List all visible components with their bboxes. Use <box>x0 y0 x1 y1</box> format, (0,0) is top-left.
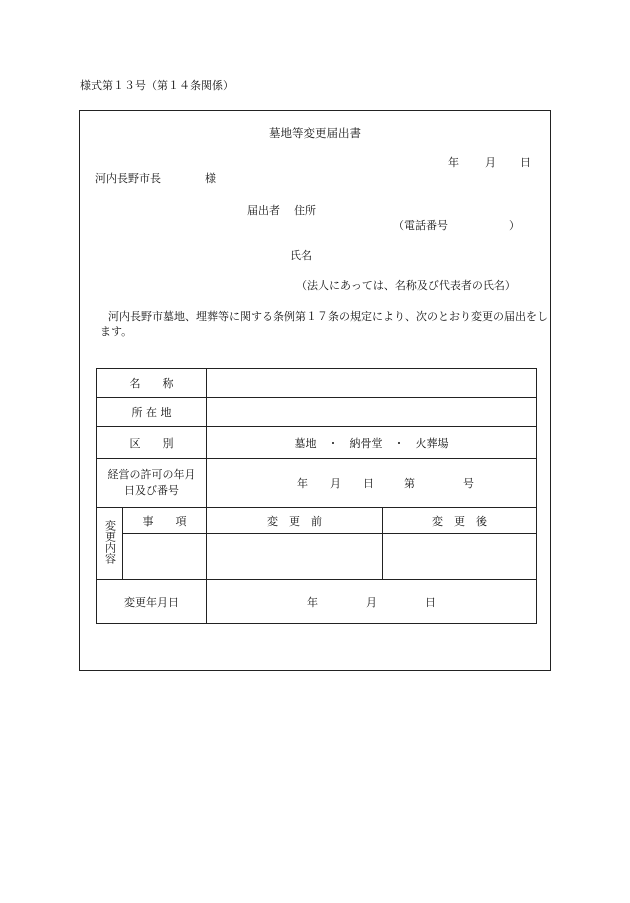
table-row <box>97 398 537 427</box>
permit-value-cell: 年 月 日 第 号 <box>207 459 537 508</box>
location-header-cell: 所 在 地 <box>97 398 207 427</box>
table-row <box>97 508 537 534</box>
before-value-cell <box>207 534 383 580</box>
before-header-cell: 変 更 前 <box>207 508 383 534</box>
after-value-cell <box>383 534 537 580</box>
body-sentence: 河内長野市墓地、埋葬等に関する条例第１７条の規定により、次のとおり変更の届出をします。 <box>100 310 548 338</box>
permit-header-cell: 経営の許可の年月日及び番号 <box>97 459 207 508</box>
phone-line <box>393 220 520 231</box>
change-date-header-cell: 変更年月日 <box>97 580 207 624</box>
date-year-label: 年 <box>448 156 459 169</box>
name-label: 氏名 <box>290 249 312 262</box>
document-title: 墓地等変更届出書 <box>269 126 361 140</box>
addressee-name: 河内長野市長 <box>95 172 161 185</box>
notifier-address-line <box>247 205 316 216</box>
date-month-label: 月 <box>485 156 496 169</box>
addressee <box>95 172 216 185</box>
change-details-header-cell: 変更内容 <box>97 508 123 580</box>
addressee-honorific: 様 <box>205 172 216 185</box>
submission-date <box>448 157 531 168</box>
table-row <box>97 427 537 459</box>
item-header-cell: 事 項 <box>123 508 207 534</box>
phone-close-paren: ） <box>509 219 520 232</box>
name-header-cell: 名 称 <box>97 369 207 398</box>
corporation-note: （法人にあっては、名称及び代表者の氏名） <box>296 279 516 292</box>
address-label: 住所 <box>294 204 316 217</box>
notifier-label: 届出者 <box>247 204 280 217</box>
phone-label: （電話番号 <box>393 219 448 232</box>
table-row <box>97 534 537 580</box>
category-header-cell: 区 別 <box>97 427 207 459</box>
date-day-label: 日 <box>520 156 531 169</box>
form-number: 様式第１３号（第１４条関係） <box>80 79 234 92</box>
change-date-value-cell: 年 月 日 <box>207 580 537 624</box>
name-value-cell <box>207 369 537 398</box>
item-value-cell <box>123 534 207 580</box>
after-header-cell: 変 更 後 <box>383 508 537 534</box>
location-value-cell <box>207 398 537 427</box>
body-text <box>100 309 550 339</box>
table-row <box>97 369 537 398</box>
table-row <box>97 580 537 624</box>
table-row <box>97 459 537 508</box>
change-details-table <box>96 368 537 624</box>
category-value-cell: 墓地 ・ 納骨堂 ・ 火葬場 <box>207 427 537 459</box>
